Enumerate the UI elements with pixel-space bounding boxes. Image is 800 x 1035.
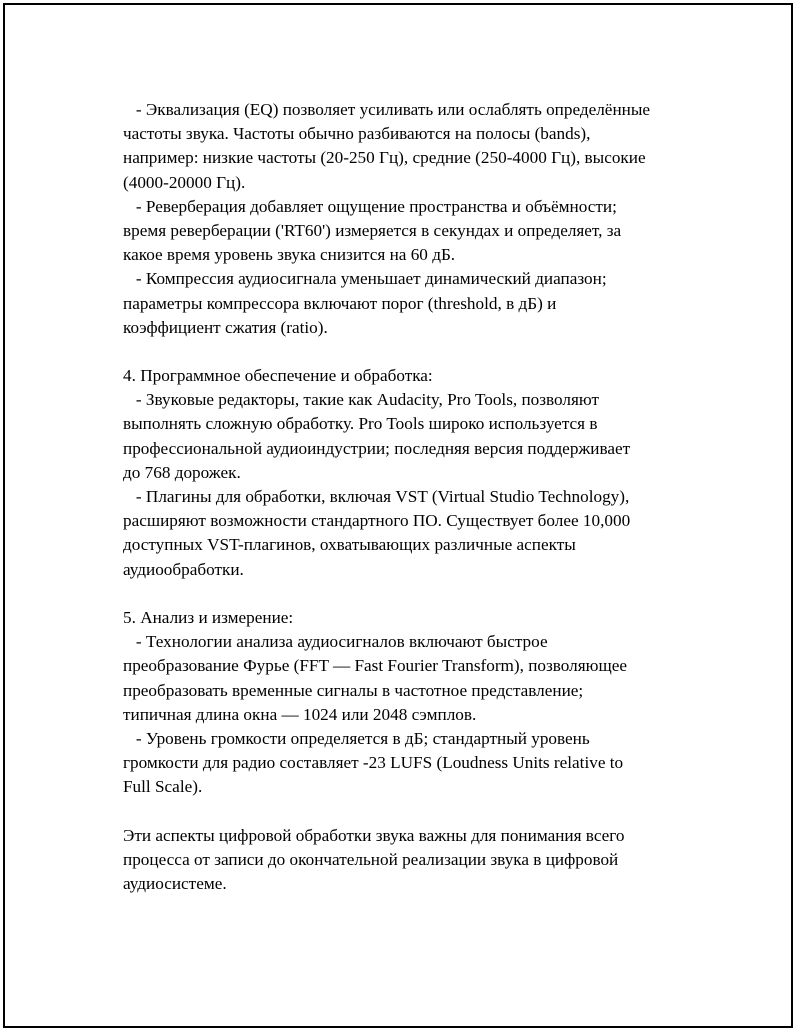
- text-line: параметры компрессора включают порог (threshold, в дБ) и: [123, 293, 557, 313]
- text-line: до 768 дорожек.: [123, 462, 241, 482]
- paragraph-gap: [123, 582, 703, 606]
- text-line: процесса от записи до окончательной реализации звука в цифровой: [123, 849, 619, 869]
- text-line: - Плагины для обработки, включая VST (Virtual Studio Technology),: [123, 487, 630, 506]
- text-line: (4000-20000 Гц).: [123, 172, 246, 192]
- text-line: какое время уровень звука снизится на 60 дБ.: [123, 245, 456, 265]
- text-line: выполнять сложную обработку. Pro Tools широко используется в: [123, 414, 598, 434]
- text-line: коэффициент сжатия (ratio).: [123, 317, 328, 337]
- text-line: Full Scale).: [123, 777, 203, 797]
- section-heading: 4. Программное обеспечение и обработка:: [123, 366, 433, 386]
- text-line: частоты звука. Частоты обычно разбиваются на полосы (bands),: [123, 124, 591, 144]
- text-line: Эти аспекты цифровой обработки звука важны для понимания всего: [123, 825, 625, 845]
- text-line: - Компрессия аудиосигнала уменьшает динамический диапазон;: [123, 269, 607, 289]
- text-line: доступных VST-плагинов, охватывающих различные аспекты: [123, 535, 576, 555]
- text-line: преобразование Фурье (FFT — Fast Fourier Transform), позволяющее: [123, 656, 627, 676]
- text-line: аудиосистеме.: [123, 874, 227, 893]
- page-frame: [3, 3, 793, 1028]
- paragraph-audio-effects: [123, 98, 703, 340]
- text-line: время реверберации ('RT60') измеряется в секундах и определяет, за: [123, 220, 622, 240]
- text-line: - Уровень громкости определяется в дБ; стандартный уровень: [123, 728, 590, 748]
- paragraph-gap: [123, 340, 703, 364]
- paragraph-gap: [123, 799, 703, 823]
- document-body: [123, 98, 703, 896]
- text-line: аудиообработки.: [123, 559, 244, 579]
- text-line: например: низкие частоты (20-250 Гц), средние (250-4000 Гц), высокие: [123, 148, 646, 168]
- text-line: - Звуковые редакторы, такие как Audacity, Pro Tools, позволяют: [123, 390, 600, 410]
- text-line: преобразовать временные сигналы в частотное представление;: [123, 680, 584, 700]
- paragraph-conclusion: [123, 824, 703, 897]
- section-software: [123, 364, 703, 582]
- text-line: профессиональной аудиоиндустрии; последняя версия поддерживает: [123, 438, 631, 458]
- text-line: расширяют возможности стандартного ПО. Существует более 10,000: [123, 511, 631, 531]
- text-line: - Реверберация добавляет ощущение пространства и объёмности;: [123, 196, 617, 216]
- text-line: громкости для радио составляет -23 LUFS (Loudness Units relative to: [123, 753, 624, 773]
- text-line: типичная длина окна — 1024 или 2048 сэмплов.: [123, 704, 477, 724]
- text-line: - Эквализация (EQ) позволяет усиливать или ослаблять определённые: [123, 100, 651, 119]
- text-line: - Технологии анализа аудиосигналов включают быстрое: [123, 632, 548, 652]
- section-analysis: [123, 606, 703, 800]
- section-heading: 5. Анализ и измерение:: [123, 607, 294, 627]
